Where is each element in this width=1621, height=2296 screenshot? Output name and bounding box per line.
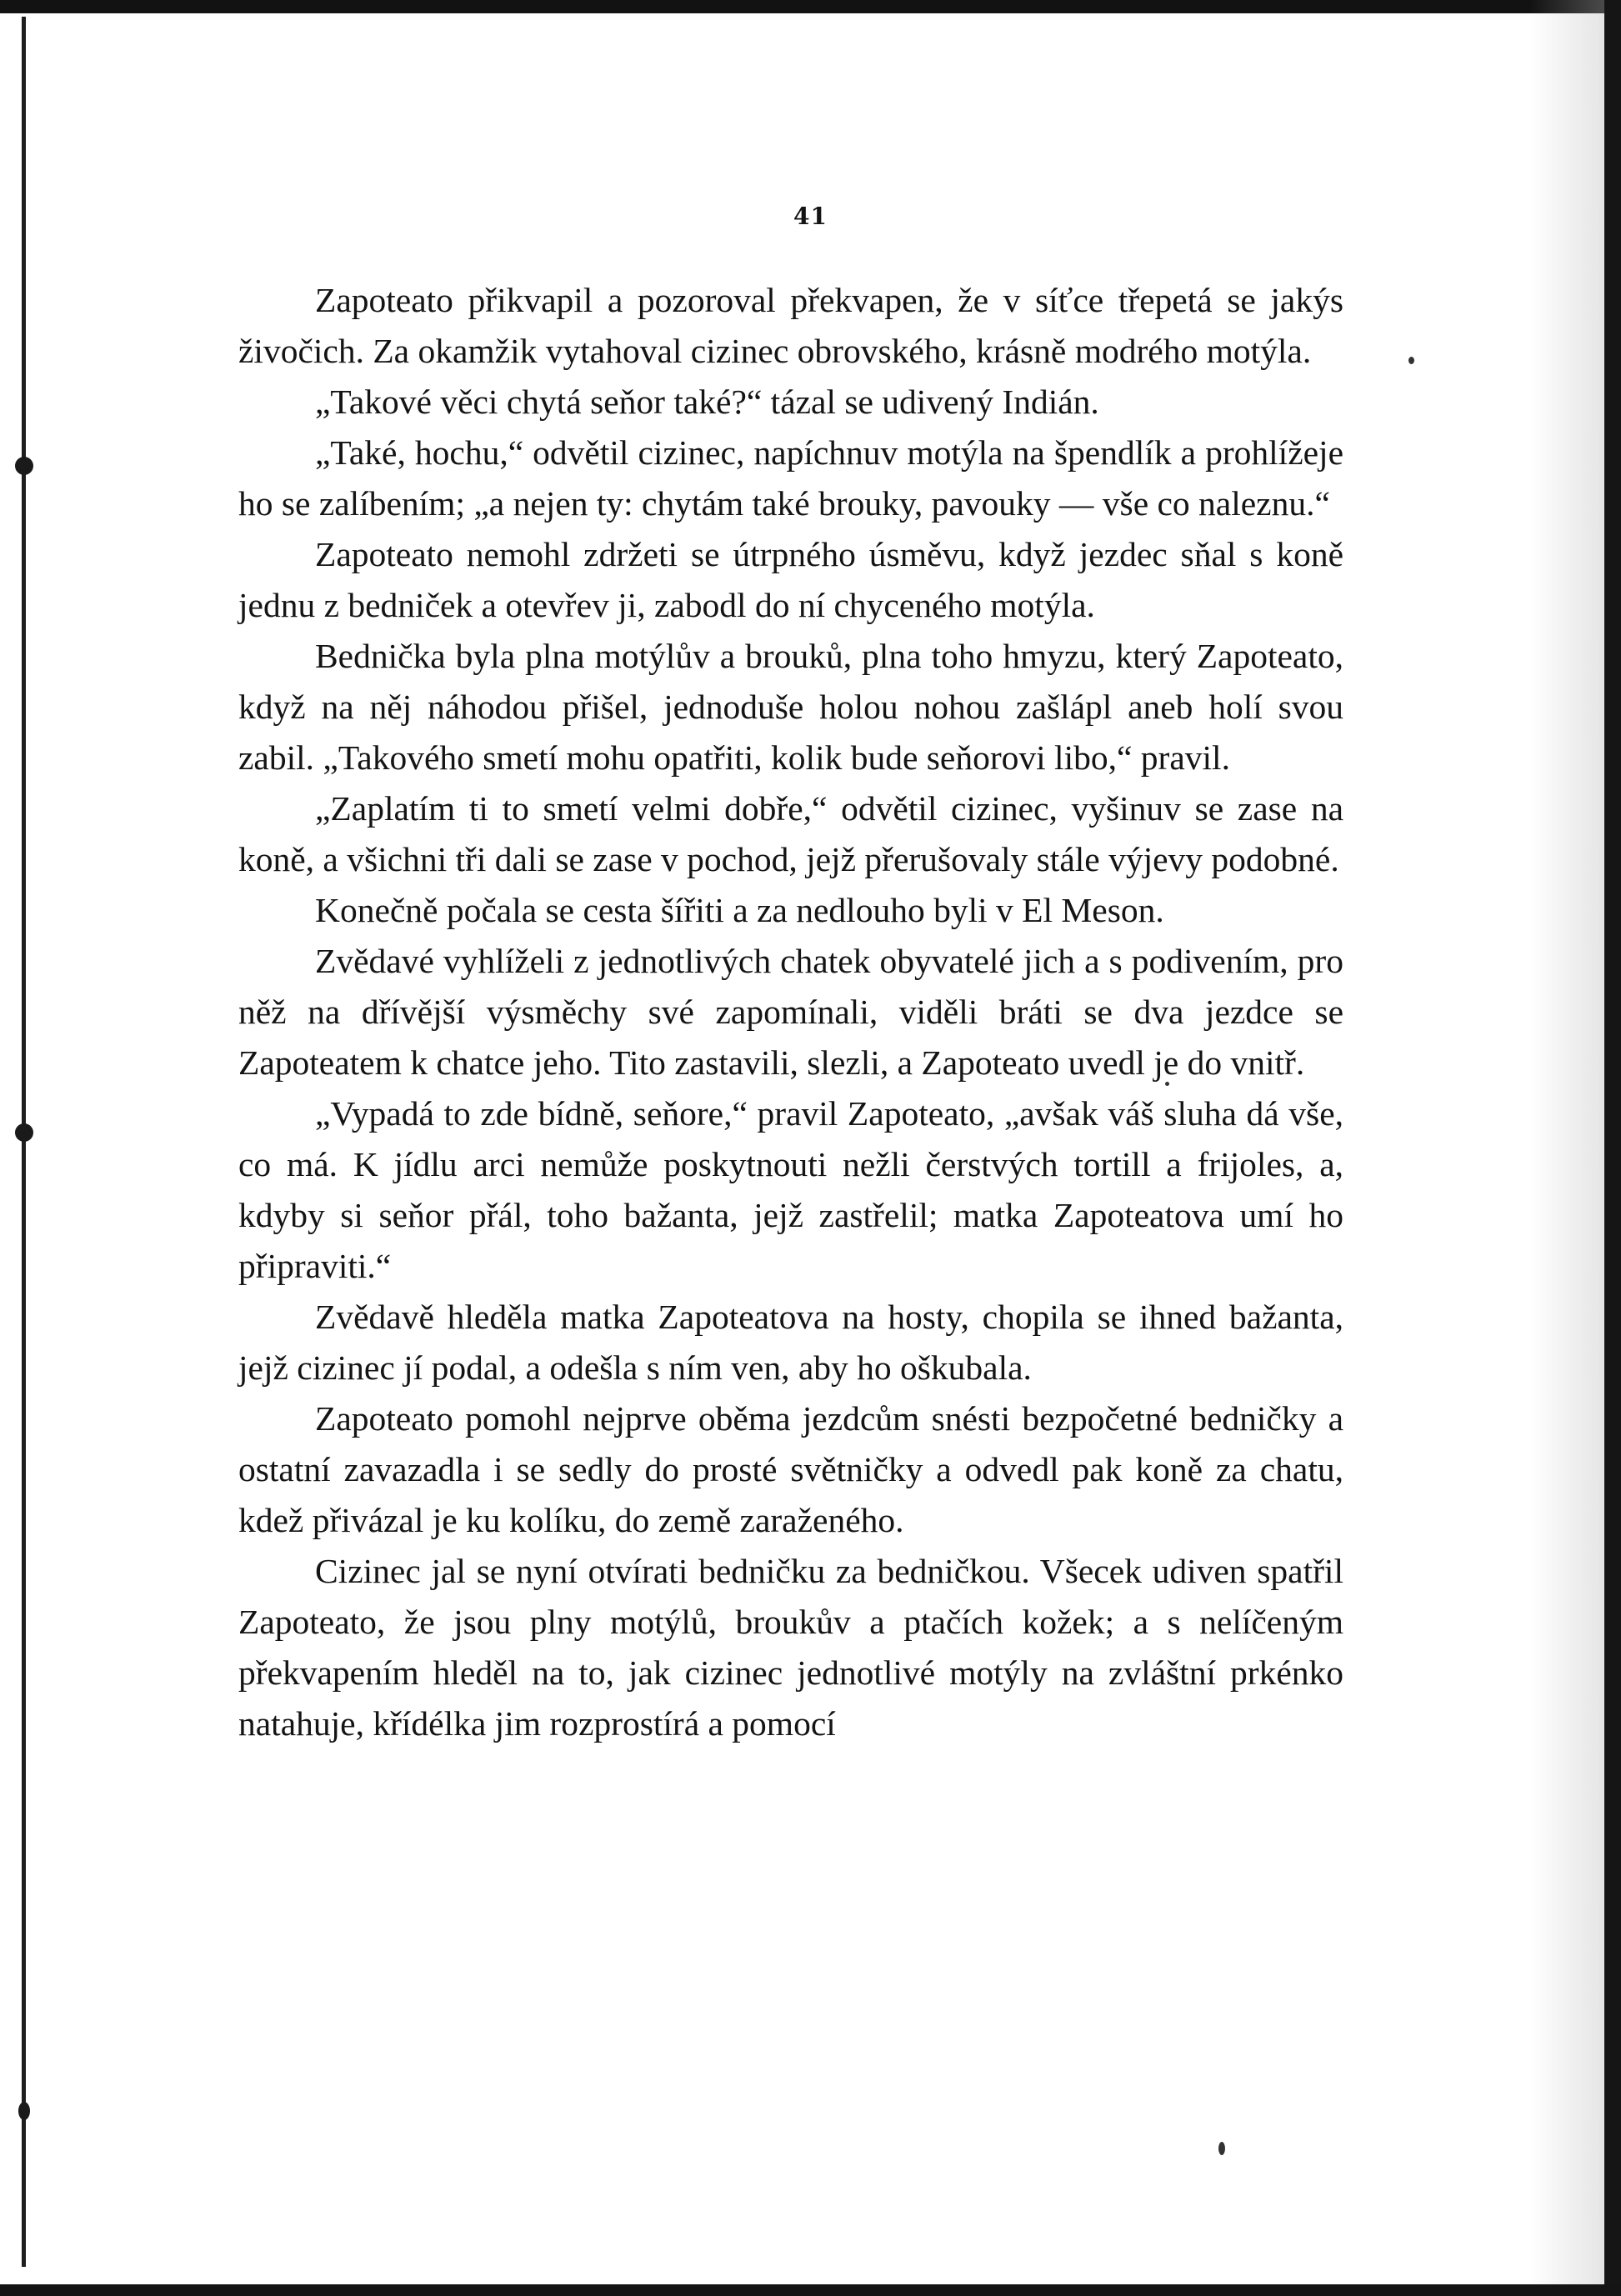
binding-edge (22, 17, 26, 2267)
paragraph: Bednička byla plna motýlův a brouků, plna toho hmyzu, který Zapoteato, když na něj náhodou přišel, jednoduše holou nohou zašlápl aneb holí svou zabil. „Takového smetí mohu opatřiti, kolik bude seňorovi libo,“ pravil. (238, 637, 1343, 777)
paragraph: Zapoteato nemohl zdržeti se útrpného úsměvu, když jezdec sňal s koně jednu z bedniček a otevřev ji, zabodl do ní chyceného motýla. (238, 535, 1343, 624)
scan-border-top (0, 0, 1621, 13)
binding-hole-mark (15, 457, 33, 475)
paragraph: „Takové věci chytá seňor také?“ tázal se udivený Indián. (315, 383, 1099, 421)
page-edge-shadow (1529, 0, 1604, 2296)
paragraph: Zvědavé vyhlíželi z jednotlivých chatek obyvatelé jich a s podivením, pro něž na dřívější výsměchy své zapomínali, viděli bráti se dva jezdce se Zapoteatem k chatce jeho. Tito zastavili, slezli, a Zapoteato uvedl je do vnitř. (238, 942, 1343, 1082)
scan-border-right (1604, 0, 1621, 2296)
paragraph: „Zaplatím ti to smetí velmi dobře,“ odvětil cizinec, vyšinuv se zase na koně, a všichni tři dali se zase v pochod, jejž přerušovaly stále výjevy podobné. (238, 789, 1343, 878)
ink-speck (1218, 2142, 1225, 2155)
paragraph: „Také, hochu,“ odvětil cizinec, napíchnuv motýla na špendlík a prohlížeje ho se zalíbením; „a nejen ty: chytám také brouky, pavouky — vše co naleznu.“ (238, 433, 1343, 523)
paragraph: Zapoteato přikvapil a pozoroval překvapen, že v síťce třepetá se jakýs živočich. Za okamžik vytahoval cizinec obrovského, krásně modrého motýla. (238, 281, 1343, 370)
scan-border-bottom (0, 2284, 1621, 2296)
ink-speck (1408, 357, 1414, 364)
body-text (238, 275, 1343, 1749)
paragraph: Zvědavě hleděla matka Zapoteatova na hosty, chopila se ihned bažanta, jejž cizinec jí podal, a odešla s ním ven, aby ho oškubala. (238, 1298, 1343, 1387)
paragraph: Cizinec jal se nyní otvírati bedničku za bedničkou. Všecek udiven spatřil Zapoteato, že jsou plny motýlů, broukův a ptačích kožek; a s nelíčeným překvapením hleděl na to, jak cizinec jednotlivé motýly na zvláštní prkénko natahuje, křídélka jim rozprostírá a pomocí (238, 1552, 1343, 1743)
binding-hole-mark (15, 1123, 33, 1142)
paragraph: „Vypadá to zde bídně, seňore,“ pravil Zapoteato, „avšak váš sluha dá vše, co má. K jídlu arci nemůže poskytnouti nežli čerstvých tortill a frijoles, a, kdyby si seňor přál, toho bažanta, jejž zastřelil; matka Zapoteatova umí ho připraviti.“ (238, 1094, 1343, 1285)
paragraph: Zapoteato pomohl nejprve oběma jezdcům snésti bezpočetné bedničky a ostatní zavazadla i se sedly do prosté světničky a odvedl pak koně za chatu, kdež přivázal je ku kolíku, do země zaraženého. (238, 1399, 1343, 1539)
binding-hole-mark (18, 2102, 30, 2120)
paragraph: Konečně počala se cesta šířiti a za nedlouho byli v El Meson. (315, 891, 1164, 929)
page-number: 41 (793, 203, 828, 230)
